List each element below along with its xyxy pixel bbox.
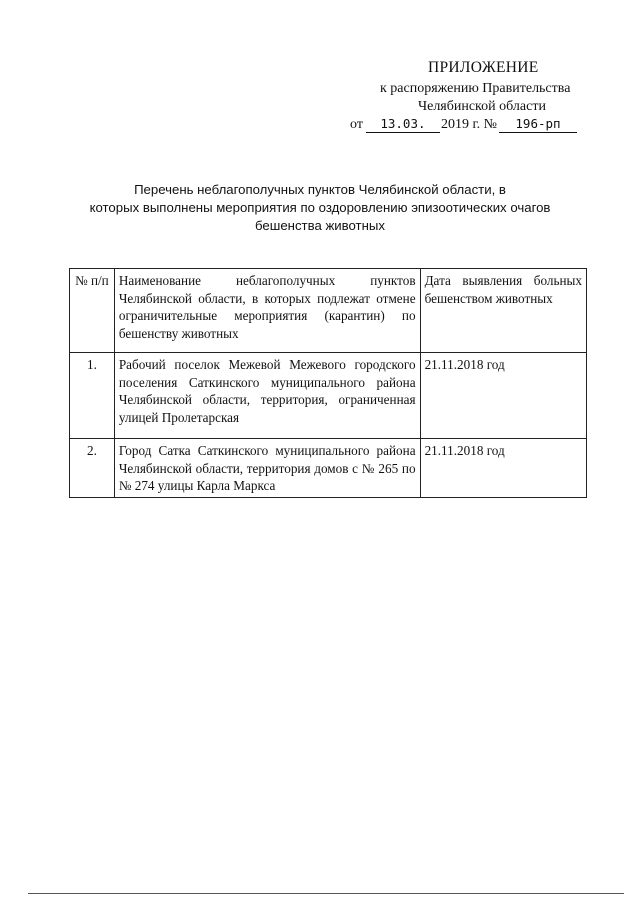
from-label: от: [350, 117, 363, 132]
annex-title: ПРИЛОЖЕНИЕ: [428, 59, 539, 76]
row-num: 2.: [70, 439, 115, 498]
bottom-divider: [28, 893, 624, 894]
annex-date-line: [350, 115, 577, 134]
header-num: № п/п: [70, 269, 115, 353]
row-num: 1.: [70, 353, 115, 439]
handwritten-number: 196-рп: [499, 116, 577, 133]
year-number-label: 2019 г. №: [440, 117, 497, 132]
title-line-3: бешенства животных: [255, 218, 385, 233]
header-date: Дата выявления больных бешенством животных: [420, 269, 586, 353]
title-line-2: которых выполнены мероприятия по оздоровлению эпизоотических очагов: [89, 200, 551, 215]
row-date: 21.11.2018 год: [420, 439, 586, 498]
row-name: Город Сатка Саткинского муниципального района Челябинской области, территория домов с № 265 по № 274 улицы Карла Маркса: [114, 439, 420, 498]
table-header-row: [70, 269, 587, 353]
row-date: 21.11.2018 год: [420, 353, 586, 439]
handwritten-date: 13.03.: [366, 116, 440, 133]
document-title: [60, 181, 580, 235]
table-row: [70, 353, 587, 439]
row-name: Рабочий поселок Межевой Межевого городского поселения Саткинского муниципального района Челябинской области, территория, ограниченная улицей Пролетарская: [114, 353, 420, 439]
annex-reference-line: к распоряжению Правительства: [380, 81, 571, 96]
header-name: Наименование неблагополучных пунктов Челябинской области, в которых подлежат отмене ограничительные мероприятия (карантин) по бешенству животных: [114, 269, 420, 353]
table-row: [70, 439, 587, 498]
title-line-1: Перечень неблагополучных пунктов Челябинской области, в: [134, 182, 506, 197]
annex-region-line: Челябинской области: [418, 99, 546, 114]
points-table: [69, 268, 587, 498]
